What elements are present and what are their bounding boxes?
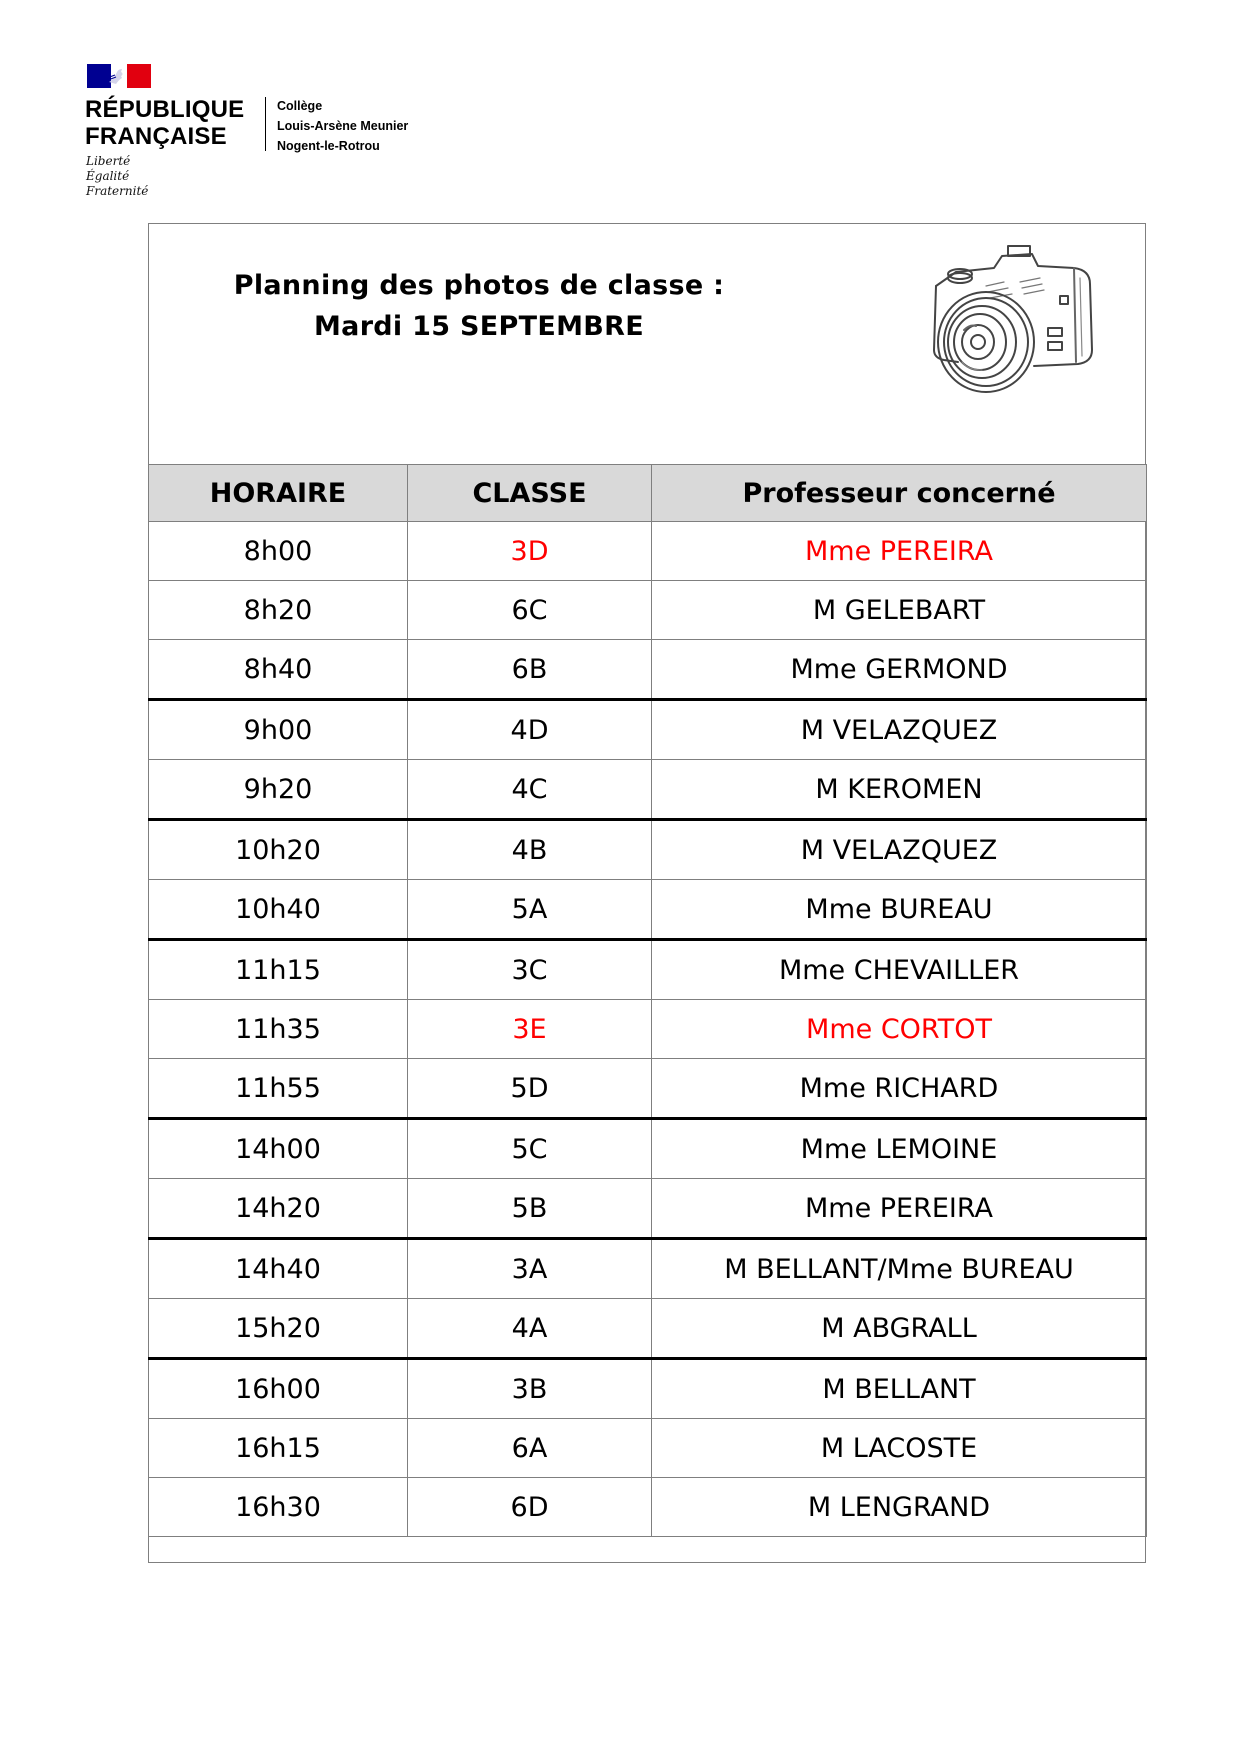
cell-professeur: Mme BUREAU [652, 880, 1147, 940]
cell-professeur: M BELLANT/Mme BUREAU [652, 1239, 1147, 1299]
cell-professeur: Mme RICHARD [652, 1059, 1147, 1119]
cell-horaire: 14h40 [149, 1239, 408, 1299]
cell-classe: 6A [408, 1419, 652, 1478]
schedule-sheet [148, 223, 1146, 1563]
cell-classe: 6C [408, 581, 652, 640]
title-box [149, 224, 1145, 464]
cell-classe: 3A [408, 1239, 652, 1299]
marianne-icon [105, 66, 127, 86]
cell-horaire: 16h30 [149, 1478, 408, 1537]
cell-horaire: 8h20 [149, 581, 408, 640]
cell-classe: 6D [408, 1478, 652, 1537]
title-line1: Planning des photos de classe : [233, 270, 725, 301]
table-row [149, 1419, 1147, 1478]
tricolor-flag-icon [87, 64, 151, 88]
republique-line1: RÉPUBLIQUE [85, 96, 245, 123]
camera-icon [924, 238, 1099, 398]
college-line3: Nogent-le-Rotrou [277, 139, 380, 153]
cell-classe: 5B [408, 1179, 652, 1239]
cell-professeur: M VELAZQUEZ [652, 820, 1147, 880]
table-row [149, 1299, 1147, 1359]
cell-classe: 5A [408, 880, 652, 940]
devise-egalite: Égalité [86, 169, 130, 183]
schedule-table [148, 464, 1147, 1537]
column-header-professeur: Professeur concerné [652, 465, 1147, 522]
table-row [149, 760, 1147, 820]
devise [86, 154, 148, 199]
table-row [149, 820, 1147, 880]
table-row [149, 1239, 1147, 1299]
republique-title [85, 96, 244, 150]
cell-horaire: 8h40 [149, 640, 408, 700]
column-header-horaire: HORAIRE [149, 465, 408, 522]
cell-horaire: 11h55 [149, 1059, 408, 1119]
cell-classe: 5C [408, 1119, 652, 1179]
document-title [209, 265, 749, 347]
logo-divider [265, 97, 266, 151]
devise-liberte: Liberté [86, 154, 131, 168]
table-header-row [149, 465, 1147, 522]
cell-horaire: 11h15 [149, 940, 408, 1000]
cell-classe: 6B [408, 640, 652, 700]
cell-horaire: 14h20 [149, 1179, 408, 1239]
cell-horaire: 10h40 [149, 880, 408, 940]
cell-classe: 4A [408, 1299, 652, 1359]
cell-professeur: M GELEBART [652, 581, 1147, 640]
cell-professeur: M LENGRAND [652, 1478, 1147, 1537]
cell-professeur: Mme LEMOINE [652, 1119, 1147, 1179]
title-line2: Mardi 15 SEPTEMBRE [314, 311, 644, 342]
cell-professeur: Mme PEREIRA [652, 1179, 1147, 1239]
cell-horaire: 10h20 [149, 820, 408, 880]
cell-horaire: 16h15 [149, 1419, 408, 1478]
cell-classe: 4B [408, 820, 652, 880]
devise-fraternite: Fraternité [86, 184, 149, 198]
cell-professeur: M KEROMEN [652, 760, 1147, 820]
column-header-classe: CLASSE [408, 465, 652, 522]
republique-line2: FRANÇAISE [85, 123, 227, 150]
table-row [149, 940, 1147, 1000]
cell-professeur: Mme GERMOND [652, 640, 1147, 700]
college-line2: Louis-Arsène Meunier [277, 119, 409, 133]
table-row [149, 522, 1147, 581]
cell-professeur: Mme CHEVAILLER [652, 940, 1147, 1000]
cell-professeur: M LACOSTE [652, 1419, 1147, 1478]
cell-classe: 3B [408, 1359, 652, 1419]
cell-professeur: Mme PEREIRA [652, 522, 1147, 581]
table-row [149, 1059, 1147, 1119]
cell-horaire: 14h00 [149, 1119, 408, 1179]
table-row [149, 1359, 1147, 1419]
cell-classe: 5D [408, 1059, 652, 1119]
cell-horaire: 11h35 [149, 1000, 408, 1059]
table-row [149, 880, 1147, 940]
college-line1: Collège [277, 99, 323, 113]
cell-professeur: M ABGRALL [652, 1299, 1147, 1359]
college-name [277, 96, 408, 156]
cell-horaire: 8h00 [149, 522, 408, 581]
cell-classe: 3C [408, 940, 652, 1000]
cell-horaire: 9h20 [149, 760, 408, 820]
table-row [149, 700, 1147, 760]
cell-horaire: 16h00 [149, 1359, 408, 1419]
cell-professeur: M BELLANT [652, 1359, 1147, 1419]
table-row [149, 1179, 1147, 1239]
table-row [149, 1478, 1147, 1537]
republique-francaise-logo [85, 64, 485, 204]
table-row [149, 1119, 1147, 1179]
table-row [149, 1000, 1147, 1059]
cell-horaire: 9h00 [149, 700, 408, 760]
cell-classe: 4C [408, 760, 652, 820]
cell-classe: 3E [408, 1000, 652, 1059]
table-body [149, 522, 1147, 1537]
table-row [149, 640, 1147, 700]
table-row [149, 581, 1147, 640]
cell-professeur: Mme CORTOT [652, 1000, 1147, 1059]
cell-classe: 4D [408, 700, 652, 760]
cell-horaire: 15h20 [149, 1299, 408, 1359]
cell-classe: 3D [408, 522, 652, 581]
cell-professeur: M VELAZQUEZ [652, 700, 1147, 760]
